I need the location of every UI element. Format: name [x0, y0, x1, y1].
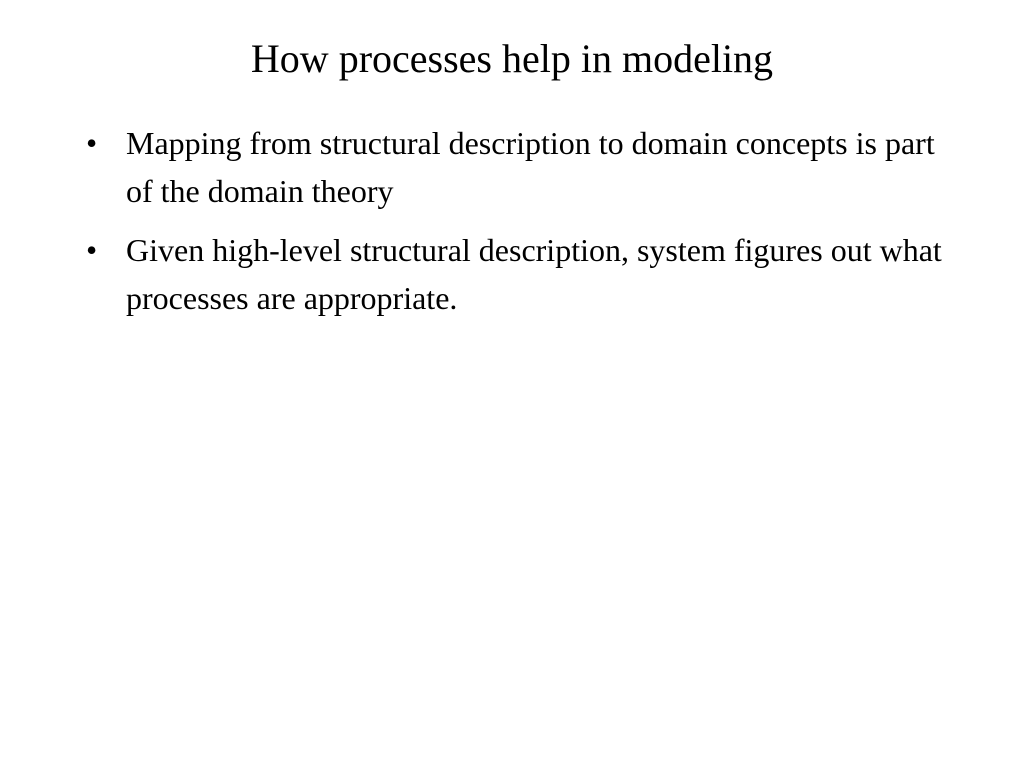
- bullet-marker: •: [86, 232, 98, 268]
- slide-title: How processes help in modeling: [250, 36, 774, 81]
- bullet-list: [86, 119, 946, 333]
- bullet-marker: •: [86, 125, 98, 161]
- bullet-item: [86, 119, 946, 215]
- bullet-text: Mapping from structural description to domain concepts is part of the domain theory: [126, 125, 935, 209]
- bullet-item: [86, 226, 946, 322]
- bullet-text: Given high-level structural description, system figures out what processes are appropriate.: [126, 232, 942, 316]
